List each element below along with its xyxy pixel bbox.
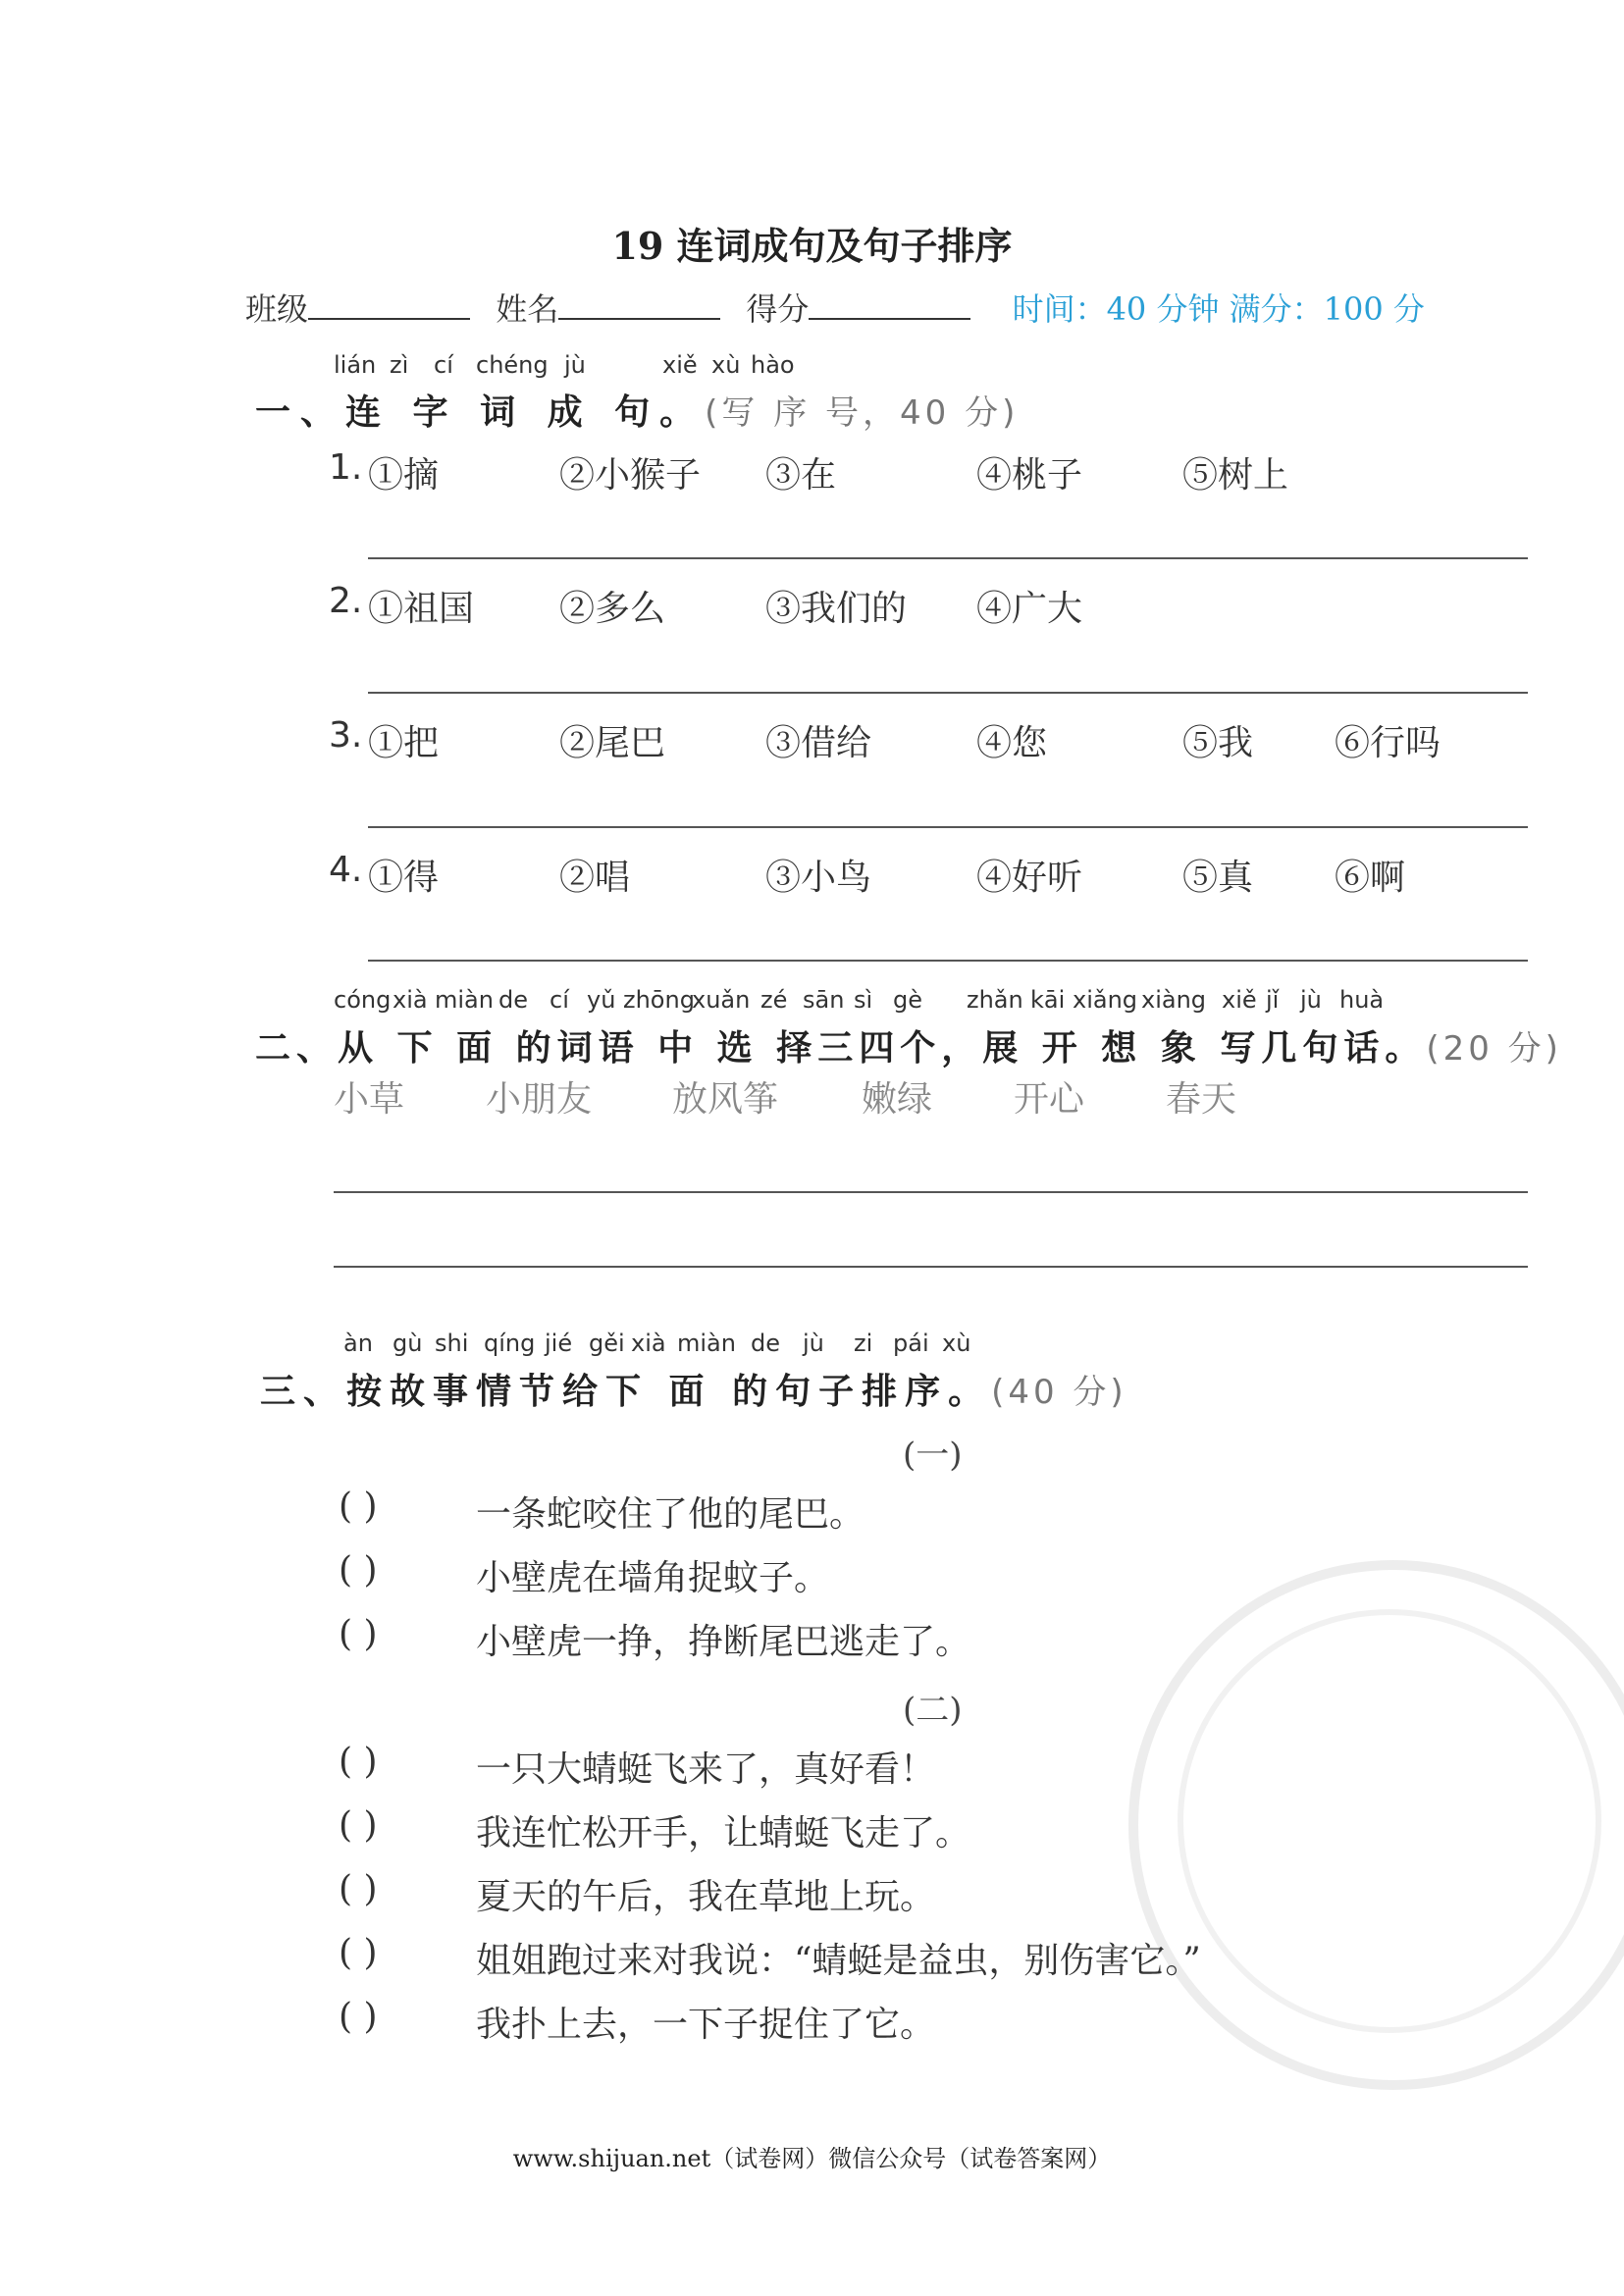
sentence-row — [339, 1742, 1526, 1790]
word-chip: ①祖国 — [368, 589, 475, 629]
sentence-text: 我连忙松开手，让蜻蜓飞走了。 — [476, 1813, 971, 1853]
word-chip: ⑥啊 — [1335, 858, 1406, 898]
pinyin: zhōng — [623, 986, 695, 1014]
question-row — [0, 850, 1624, 898]
section2-points: (20 分) — [1426, 1029, 1562, 1069]
pinyin: zi — [854, 1330, 873, 1357]
pinyin: sì — [854, 986, 873, 1014]
sentence-row — [339, 1933, 1526, 1981]
word-bank-item: 开心 — [1014, 1079, 1085, 1120]
word-chip: ⑥行吗 — [1335, 723, 1441, 763]
question-row — [0, 447, 1624, 496]
word-chip: ①得 — [368, 858, 440, 898]
sentence-row — [339, 1997, 1526, 2045]
word-chip: ④您 — [976, 723, 1048, 763]
word-chip: ①把 — [368, 723, 440, 763]
time-score-info: 时间：40 分钟 满分：100 分 — [1012, 290, 1425, 328]
sentence-text: 我扑上去，一下子捉住了它。 — [476, 2005, 936, 2045]
word-bank-item: 小草 — [334, 1079, 405, 1120]
pinyin: cí — [550, 986, 569, 1014]
pinyin: miàn — [677, 1330, 736, 1357]
word-chip: ④桃子 — [976, 455, 1083, 496]
sentence-row — [339, 1550, 1526, 1598]
pinyin: zhǎn — [967, 986, 1023, 1014]
sentence-text: 小壁虎在墙角捉蚊子。 — [476, 1558, 830, 1598]
pinyin: jié — [545, 1330, 573, 1357]
pinyin: zì — [390, 351, 409, 379]
word-chip: ③在 — [765, 455, 837, 496]
word-chip: ②尾巴 — [559, 723, 666, 763]
pinyin: de — [498, 986, 528, 1014]
sentence-text: 一只大蜻蜓飞来了，真好看！ — [476, 1749, 936, 1790]
sentence-text: 姐姐跑过来对我说：“蜻蜓是益虫，别伤害它。” — [476, 1941, 1201, 1981]
pinyin: xiǎng — [1073, 986, 1138, 1014]
word-chip: ⑤我 — [1182, 723, 1254, 763]
section2-title: 二、从 下 面 的词语 中 选 择三四个，展 开 想 象 写几句话。 — [255, 1028, 1427, 1069]
answer-paren[interactable]: ( ) — [339, 1742, 378, 1782]
pinyin: jù — [803, 1330, 824, 1357]
answer-line[interactable] — [368, 826, 1528, 828]
sentence-row — [339, 1805, 1526, 1853]
sentence-text: 夏天的午后，我在草地上玩。 — [476, 1877, 936, 1917]
question-number: 1. — [329, 447, 363, 488]
section1-pinyin — [0, 351, 1624, 381]
section3-points: (40 分) — [991, 1373, 1127, 1412]
pinyin: jǐ — [1266, 986, 1280, 1014]
pinyin: de — [751, 1330, 780, 1357]
pinyin: xuǎn — [692, 986, 751, 1014]
answer-line[interactable] — [368, 557, 1528, 559]
pinyin: xiàng — [1141, 986, 1207, 1014]
sentence-text: 一条蛇咬住了他的尾巴。 — [476, 1494, 865, 1535]
word-chip: ②唱 — [559, 858, 631, 898]
answer-paren[interactable]: ( ) — [339, 1487, 378, 1527]
pinyin: huà — [1339, 986, 1385, 1014]
word-bank — [0, 1071, 1624, 1121]
pinyin: chéng — [476, 351, 549, 379]
question-number: 4. — [329, 850, 363, 890]
class-label: 班级 — [245, 290, 309, 328]
question-number: 3. — [329, 715, 363, 756]
pinyin: lián — [334, 351, 377, 379]
pinyin: miàn — [435, 986, 494, 1014]
pinyin: pái — [893, 1330, 929, 1357]
pinyin: gè — [893, 986, 922, 1014]
student-info-row — [245, 285, 1425, 330]
pinyin: qíng — [484, 1330, 536, 1357]
answer-paren[interactable]: ( ) — [339, 1997, 378, 2037]
pinyin: xià — [393, 986, 428, 1014]
word-bank-item: 春天 — [1166, 1079, 1237, 1120]
section3-title: 三、按故事情节给下 面 的句子排序。 — [260, 1372, 992, 1412]
pinyin: xù — [942, 1330, 971, 1357]
section2-heading — [255, 1020, 1562, 1070]
pinyin: xià — [631, 1330, 666, 1357]
sentence-row — [339, 1614, 1526, 1662]
answer-paren[interactable]: ( ) — [339, 1550, 378, 1591]
section1-points: (写 序 号，40 分) — [705, 393, 1020, 433]
word-chip: ③借给 — [765, 723, 872, 763]
score-blank[interactable] — [809, 292, 970, 320]
sentence-row — [339, 1487, 1526, 1535]
word-chip: ①摘 — [368, 455, 440, 496]
pinyin: cóng — [334, 986, 392, 1014]
section3-pinyin — [0, 1330, 1624, 1359]
pinyin: yǔ — [587, 986, 616, 1014]
section1-heading — [255, 385, 1019, 435]
pinyin: sān — [803, 986, 845, 1014]
name-label: 姓名 — [496, 290, 559, 328]
answer-line[interactable] — [368, 692, 1528, 694]
answer-paren[interactable]: ( ) — [339, 1933, 378, 1973]
writing-line[interactable] — [334, 1191, 1528, 1193]
pinyin: jù — [1300, 986, 1322, 1014]
pinyin: xù — [711, 351, 741, 379]
answer-paren[interactable]: ( ) — [339, 1614, 378, 1654]
pinyin: cí — [434, 351, 453, 379]
pinyin: kāi — [1030, 986, 1066, 1014]
word-chip: ④广大 — [976, 589, 1083, 629]
section2-pinyin — [0, 986, 1624, 1016]
footer-source: www.shijuan.net（试卷网）微信公众号（试卷答案网） — [512, 2145, 1112, 2172]
score-label: 得分 — [746, 290, 810, 328]
question-number: 2. — [329, 581, 363, 621]
word-bank-item: 放风筝 — [672, 1079, 779, 1120]
class-blank[interactable] — [308, 292, 470, 320]
word-chip: ⑤树上 — [1182, 455, 1289, 496]
question-row — [0, 581, 1624, 629]
section1-title: 一、连 字 词 成 句。 — [255, 392, 706, 433]
pinyin: jù — [564, 351, 586, 379]
pinyin: xiě — [1222, 986, 1257, 1014]
part-label: (二) — [903, 1691, 963, 1730]
sentence-text: 小壁虎一挣，挣断尾巴逃走了。 — [476, 1622, 971, 1662]
word-chip: ②小猴子 — [559, 455, 702, 496]
pinyin: gěi — [589, 1330, 625, 1357]
answer-paren[interactable]: ( ) — [339, 1805, 378, 1846]
word-chip: ②多么 — [559, 589, 666, 629]
word-bank-item: 嫩绿 — [862, 1079, 933, 1120]
sentence-row — [339, 1869, 1526, 1917]
pinyin: zé — [760, 986, 788, 1014]
pinyin: shi — [435, 1330, 469, 1357]
pinyin: gù — [393, 1330, 423, 1357]
section3-heading — [260, 1364, 1127, 1414]
pinyin: hào — [751, 351, 795, 379]
word-chip: ③小鸟 — [765, 858, 872, 898]
pinyin: àn — [343, 1330, 373, 1357]
word-chip: ⑤真 — [1182, 858, 1254, 898]
question-row — [0, 715, 1624, 763]
word-chip: ③我们的 — [765, 589, 908, 629]
name-blank[interactable] — [558, 292, 720, 320]
word-chip: ④好听 — [976, 858, 1083, 898]
page-title: 19 连词成句及句子排序 — [611, 224, 1013, 268]
answer-line[interactable] — [368, 960, 1528, 962]
part-label: (一) — [903, 1435, 963, 1475]
word-bank-item: 小朋友 — [486, 1079, 593, 1120]
answer-paren[interactable]: ( ) — [339, 1869, 378, 1909]
writing-line[interactable] — [334, 1266, 1528, 1268]
pinyin: xiě — [662, 351, 698, 379]
